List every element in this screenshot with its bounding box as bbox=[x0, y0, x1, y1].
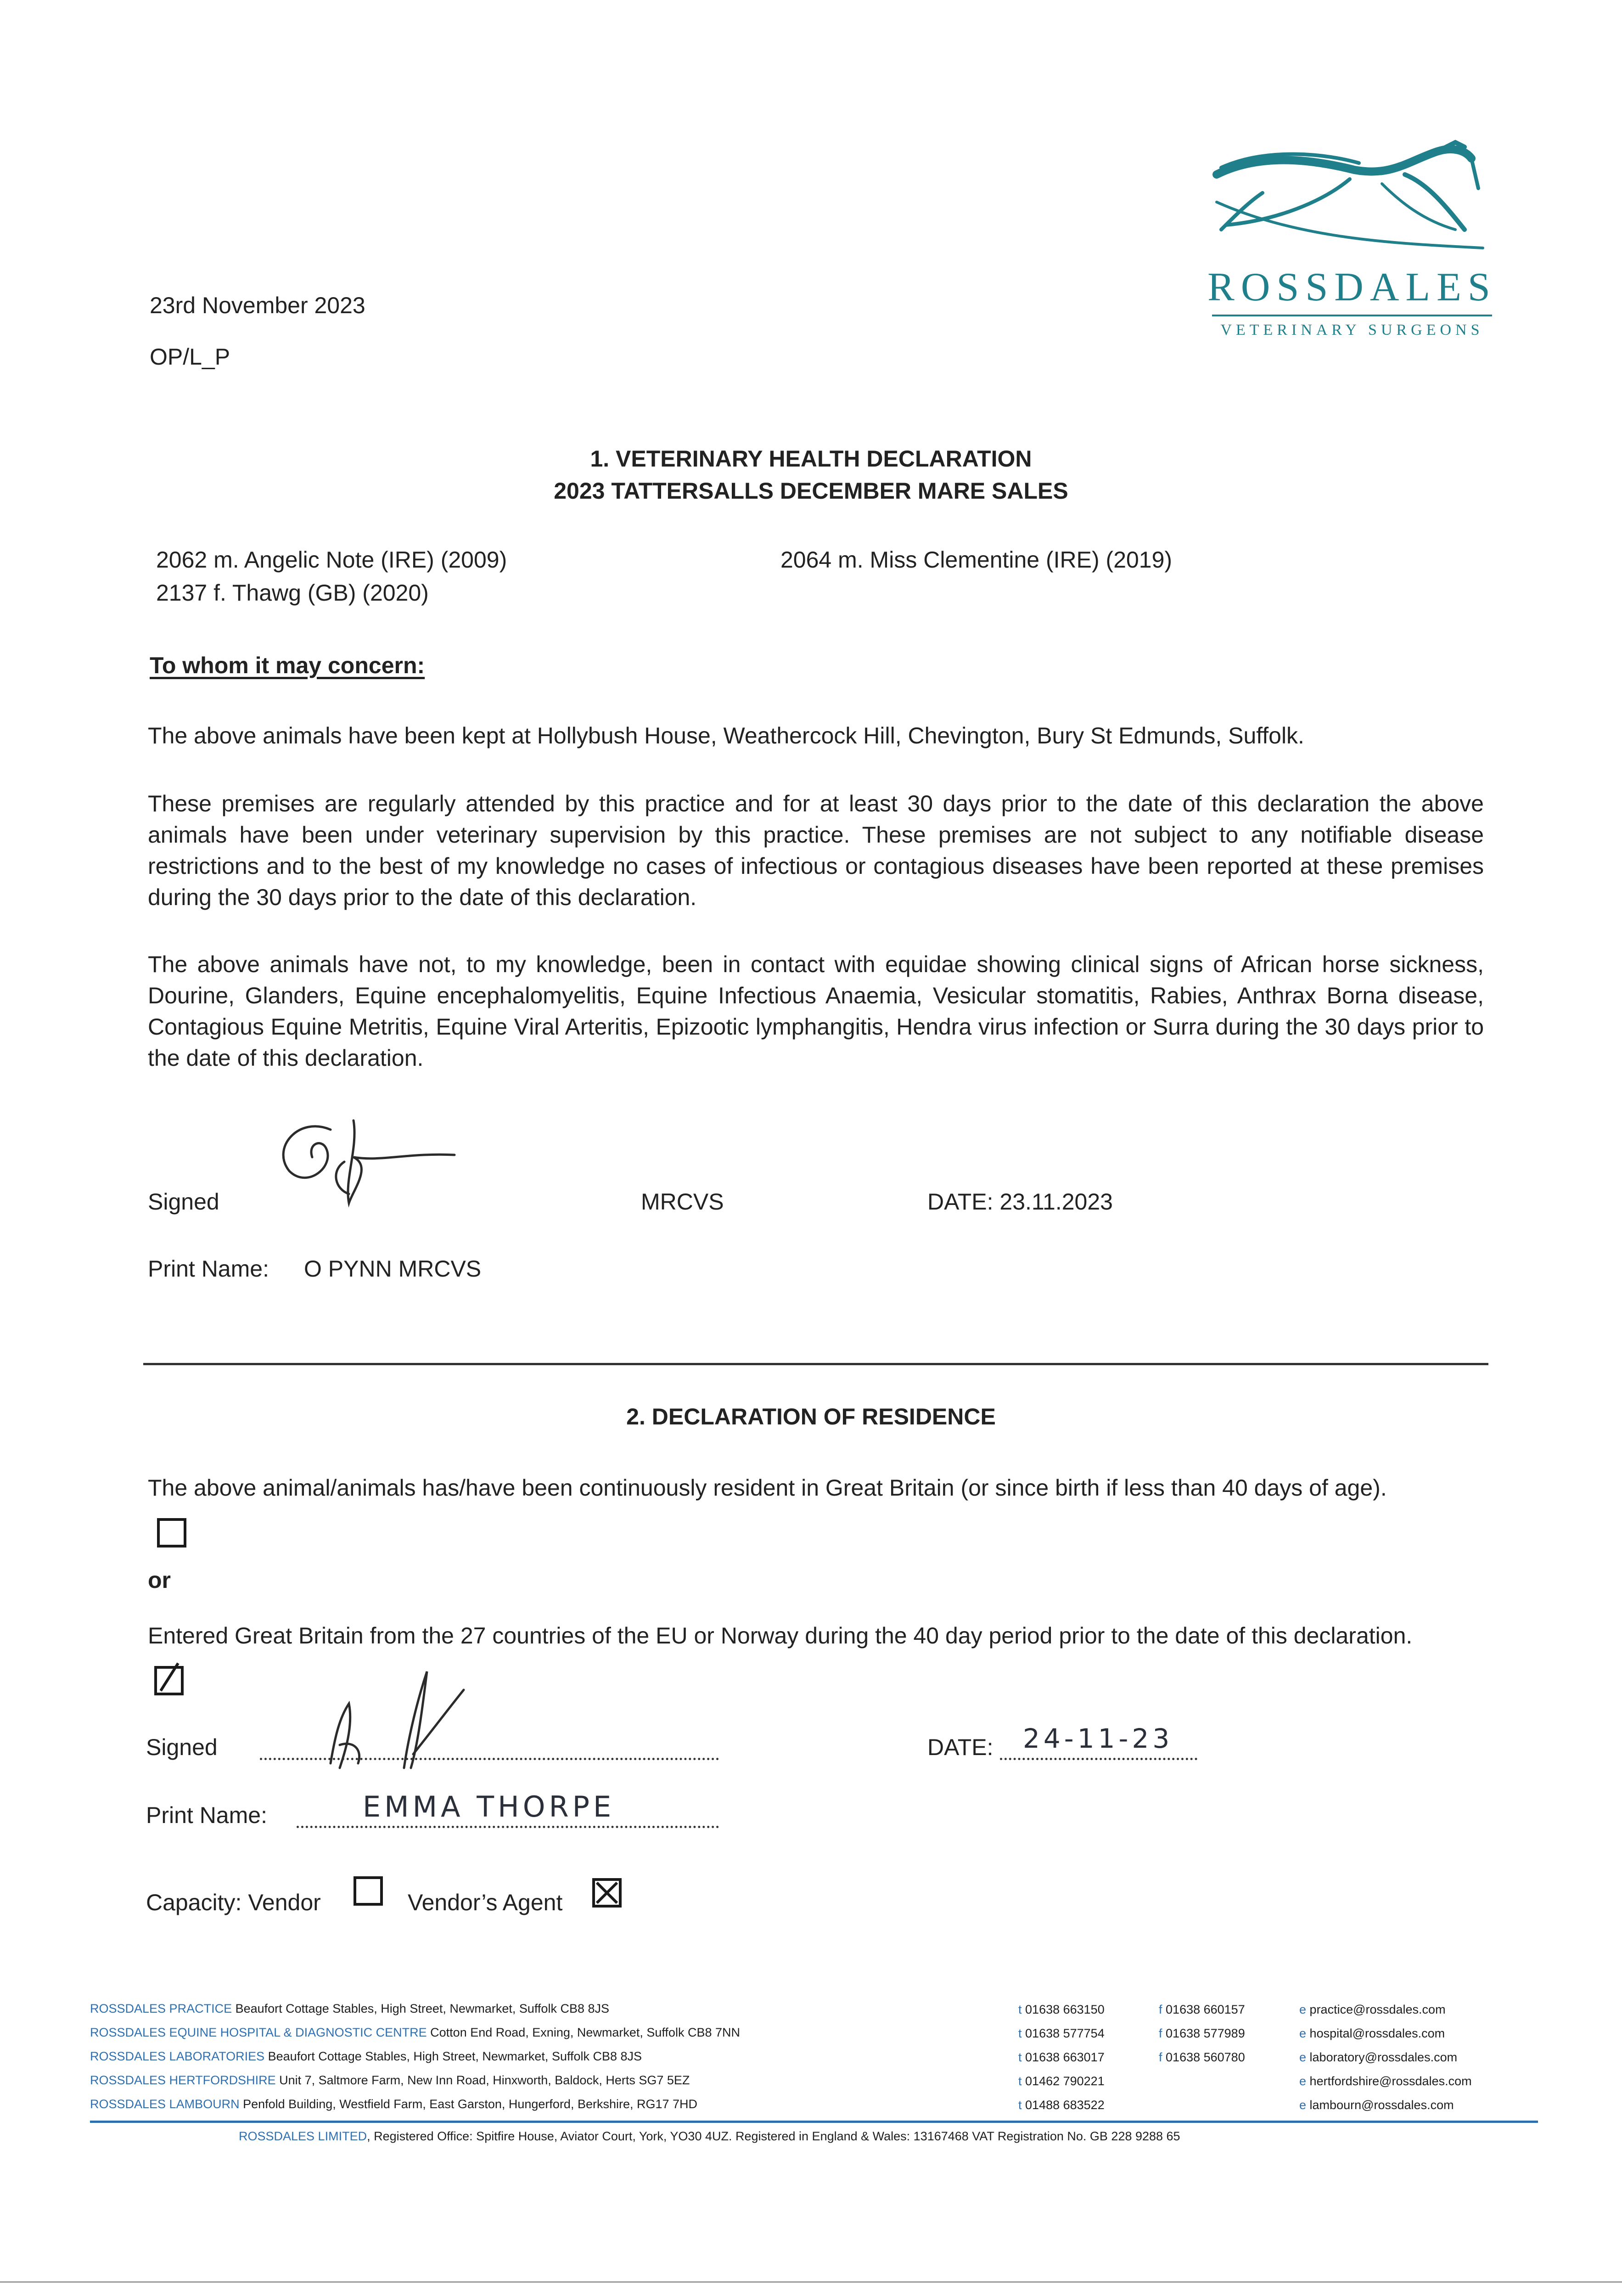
tel-number: 01638 663150 bbox=[1025, 2003, 1105, 2016]
registered-office-text: , Registered Office: Spitfire House, Aviator Court, York, YO30 4UZ. Registered in England & Wales: 13167468 VAT Registration No. GB 228 9288 65 bbox=[367, 2129, 1180, 2143]
check-mark-icon bbox=[157, 1661, 182, 1694]
footer-location bbox=[90, 2047, 642, 2065]
animal-entry: 2137 f. Thawg (GB) (2020) bbox=[156, 580, 429, 606]
tel-prefix: t bbox=[1018, 2026, 1022, 2040]
tel-prefix: t bbox=[1018, 2074, 1022, 2088]
footer-location-address: Beaufort Cottage Stables, High Street, Newmarket, Suffolk CB8 8JS bbox=[268, 2049, 642, 2063]
vendor-checkbox[interactable] bbox=[354, 1876, 383, 1906]
email-prefix: e bbox=[1299, 2098, 1307, 2112]
supervision-paragraph: These premises are regularly attended by this practice and for at least 30 days prior to the date of this declaration the above animals have been under veterinary supervision by this practice. These premises are not subject to any notifiable disease restrictions and to the best of my knowledge no cases of infectious or contagious diseases have been reported at these premises during the 30 days prior to the date of this declaration. bbox=[148, 791, 1484, 910]
vendors-agent-checkbox[interactable] bbox=[592, 1878, 622, 1908]
tel-prefix: t bbox=[1018, 2003, 1022, 2016]
email-prefix: e bbox=[1299, 2026, 1307, 2040]
fax-prefix: f bbox=[1159, 2026, 1162, 2040]
footer-tel bbox=[1018, 2072, 1105, 2090]
tel-number: 01462 790221 bbox=[1025, 2074, 1105, 2088]
footer-fax bbox=[1159, 2048, 1245, 2066]
animal-entry: 2064 m. Miss Clementine (IRE) (2019) bbox=[780, 547, 1173, 573]
fax-prefix: f bbox=[1159, 2003, 1162, 2016]
tel-prefix: t bbox=[1018, 2098, 1022, 2112]
logo-wordmark: ROSSDALES bbox=[1207, 265, 1497, 310]
email-address[interactable]: laboratory@rossdales.com bbox=[1309, 2050, 1458, 2064]
fax-number: 01638 577989 bbox=[1166, 2026, 1245, 2040]
footer-location-name: ROSSDALES LAMBOURN bbox=[90, 2097, 240, 2111]
section1-title: 1. VETERINARY HEALTH DECLARATION bbox=[590, 446, 1032, 472]
footer-email[interactable] bbox=[1299, 2048, 1457, 2066]
footer-fax bbox=[1159, 2024, 1245, 2043]
capacity-label: Capacity: Vendor bbox=[146, 1890, 321, 1915]
print-name-value: O PYNN MRCVS bbox=[304, 1256, 482, 1282]
footer-email[interactable] bbox=[1299, 2096, 1454, 2114]
scan-edge-line bbox=[0, 2281, 1622, 2283]
section2-title: 2. DECLARATION OF RESIDENCE bbox=[626, 1404, 996, 1429]
email-address[interactable]: hospital@rossdales.com bbox=[1309, 2026, 1445, 2040]
tel-prefix: t bbox=[1018, 2050, 1022, 2064]
handwritten-date: 24-11-23 bbox=[1023, 1723, 1173, 1754]
footer-location-address: Cotton End Road, Exning, Newmarket, Suffolk CB8 7NN bbox=[430, 2026, 740, 2039]
footer-location-name: ROSSDALES LABORATORIES bbox=[90, 2049, 265, 2063]
email-prefix: e bbox=[1299, 2074, 1307, 2088]
print-name-label-2: Print Name: bbox=[146, 1802, 267, 1828]
print-name-label: Print Name: bbox=[148, 1256, 269, 1282]
email-address[interactable]: lambourn@rossdales.com bbox=[1309, 2098, 1454, 2112]
tel-number: 01488 683522 bbox=[1025, 2098, 1105, 2112]
vet-signature bbox=[262, 1111, 464, 1212]
print-name-line bbox=[297, 1826, 719, 1828]
registered-office bbox=[239, 2127, 1180, 2145]
footer-tel bbox=[1018, 2096, 1105, 2114]
handwritten-print-name: EMMA THORPE bbox=[363, 1790, 615, 1823]
residence-option-1 bbox=[148, 1465, 1424, 1557]
residence-option-2-checkbox[interactable] bbox=[154, 1666, 184, 1695]
section1-subtitle: 2023 TATTERSALLS DECEMBER MARE SALES bbox=[554, 478, 1068, 504]
footer-email[interactable] bbox=[1299, 2072, 1472, 2090]
agent-signature bbox=[312, 1662, 477, 1773]
section-divider bbox=[143, 1363, 1488, 1365]
footer-location-address: Unit 7, Saltmore Farm, New Inn Road, Hinxworth, Baldock, Herts SG7 5EZ bbox=[279, 2073, 690, 2087]
email-prefix: e bbox=[1299, 2003, 1307, 2016]
footer-location-name: ROSSDALES EQUINE HOSPITAL & DIAGNOSTIC CENTRE bbox=[90, 2026, 427, 2039]
declaration-date: DATE: 23.11.2023 bbox=[927, 1189, 1113, 1215]
signed-label: Signed bbox=[148, 1189, 219, 1215]
footer-location-name: ROSSDALES HERTFORDSHIRE bbox=[90, 2073, 276, 2087]
premises-paragraph: The above animals have been kept at Hollybush House, Weathercock Hill, Chevington, Bury St Edmunds, Suffolk. bbox=[148, 723, 1304, 748]
footer-tel bbox=[1018, 2048, 1105, 2066]
footer-tel bbox=[1018, 2000, 1105, 2019]
reference-code: OP/L_P bbox=[150, 344, 230, 370]
email-prefix: e bbox=[1299, 2050, 1307, 2064]
footer-fax bbox=[1159, 2000, 1245, 2019]
footer-location-address: Penfold Building, Westfield Farm, East Garston, Hungerford, Berkshire, RG17 7HD bbox=[243, 2097, 698, 2111]
residence-option-2-text: Entered Great Britain from the 27 countries of the EU or Norway during the 40 day period prior to the date of this declaration. bbox=[148, 1623, 1413, 1649]
mrcvs-label: MRCVS bbox=[641, 1189, 724, 1215]
footer-location bbox=[90, 2071, 690, 2089]
letter-date: 23rd November 2023 bbox=[150, 293, 365, 318]
email-address[interactable]: hertfordshire@rossdales.com bbox=[1309, 2074, 1472, 2088]
footer-location bbox=[90, 1999, 609, 2018]
footer-tel bbox=[1018, 2024, 1105, 2043]
vendors-agent-label: Vendor’s Agent bbox=[408, 1890, 563, 1915]
fax-number: 01638 560780 bbox=[1166, 2050, 1245, 2064]
date-line bbox=[1000, 1758, 1197, 1760]
signed-label-2: Signed bbox=[146, 1734, 218, 1760]
logo-divider bbox=[1212, 315, 1492, 316]
registered-company-name: ROSSDALES LIMITED bbox=[239, 2129, 367, 2143]
footer-email[interactable] bbox=[1299, 2000, 1446, 2019]
galloping-horse-logo-icon bbox=[1207, 133, 1497, 257]
residence-option-1-text: The above animal/animals has/have been continuously resident in Great Britain (or since birth if less than 40 days of age). bbox=[148, 1475, 1387, 1501]
footer-location bbox=[90, 2095, 697, 2113]
residence-option-1-checkbox[interactable] bbox=[157, 1518, 186, 1548]
tel-number: 01638 663017 bbox=[1025, 2050, 1105, 2064]
salutation: To whom it may concern: bbox=[150, 653, 425, 678]
animal-entry: 2062 m. Angelic Note (IRE) (2009) bbox=[156, 547, 507, 573]
rossdales-logo bbox=[1207, 133, 1497, 349]
or-label: or bbox=[148, 1567, 171, 1593]
footer-location-address: Beaufort Cottage Stables, High Street, Newmarket, Suffolk CB8 8JS bbox=[235, 2002, 609, 2015]
footer-location bbox=[90, 2023, 740, 2042]
disease-contact-paragraph: The above animals have not, to my knowledge, been in contact with equidae showing clinical signs of African horse sickness, Dourine, Glanders, Equine encephalomyelitis, Equine Infectious Anaemia, Vesicular stomatitis, Rabies, Anthrax Borna disease, Contagious Equine Metritis, Equine Viral Arteritis, Epizootic lymphangitis, Hendra virus infection or Surra during the 30 days prior to the date of this declaration. bbox=[148, 951, 1484, 1071]
date-label-2: DATE: bbox=[927, 1734, 993, 1760]
tel-number: 01638 577754 bbox=[1025, 2026, 1105, 2040]
footer-location-name: ROSSDALES PRACTICE bbox=[90, 2002, 232, 2015]
footer-rule bbox=[90, 2121, 1538, 2123]
footer-email[interactable] bbox=[1299, 2024, 1445, 2043]
fax-number: 01638 660157 bbox=[1166, 2003, 1245, 2016]
fax-prefix: f bbox=[1159, 2050, 1162, 2064]
email-address[interactable]: practice@rossdales.com bbox=[1309, 2003, 1446, 2016]
cross-mark-icon bbox=[595, 1881, 619, 1905]
logo-tagline: VETERINARY SURGEONS bbox=[1220, 321, 1484, 338]
